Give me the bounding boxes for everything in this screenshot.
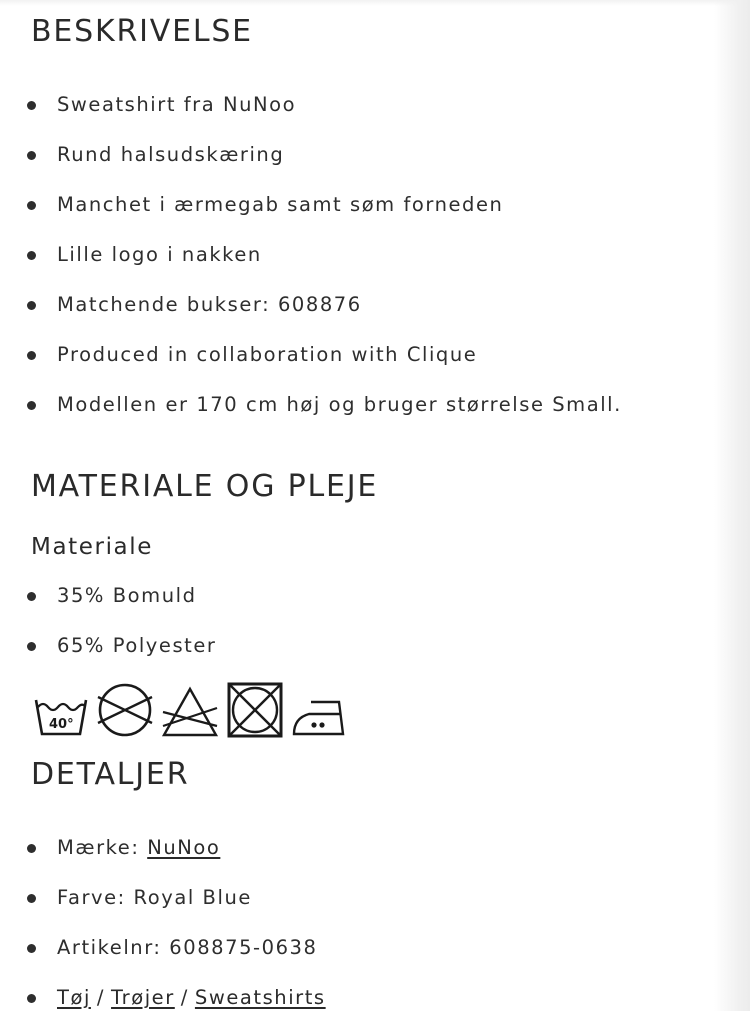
bullet-icon: [27, 592, 36, 601]
description-heading: BESKRIVELSE: [31, 14, 253, 49]
do-not-dry-clean-icon: [227, 682, 283, 738]
details-heading: DETALJER: [31, 757, 190, 792]
brand-link[interactable]: NuNoo: [147, 836, 221, 859]
breadcrumb-separator: /: [180, 986, 189, 1009]
bullet-icon: [27, 642, 36, 651]
list-item: Sweatshirt fra NuNoo: [31, 93, 622, 143]
bullet-icon: [27, 401, 36, 410]
list-item: Manchet i ærmegab samt søm forneden: [31, 193, 622, 243]
list-item: Rund halsudskæring: [31, 143, 622, 193]
bullet-icon: [27, 301, 36, 310]
list-item: Modellen er 170 cm høj og bruger størrelse Small.: [31, 393, 622, 443]
bullet-icon: [27, 844, 36, 853]
bullet-icon: [27, 251, 36, 260]
top-shade: [0, 0, 750, 6]
list-item-article: Artikelnr: 608875-0638: [31, 936, 326, 986]
bullet-icon: [27, 944, 36, 953]
material-subheading: Materiale: [31, 534, 153, 560]
list-item: Matchende bukser: 608876: [31, 293, 622, 343]
list-item: Produced in collaboration with Clique: [31, 343, 622, 393]
details-list: [31, 836, 326, 1036]
bullet-icon: [27, 101, 36, 110]
material-care-heading: MATERIALE OG PLEJE: [31, 469, 379, 504]
scroll-edge: [714, 0, 750, 1011]
iron-medium-icon: [291, 698, 347, 738]
breadcrumb-separator: /: [96, 986, 106, 1009]
do-not-tumble-dry-icon: [97, 682, 153, 738]
bullet-icon: [27, 151, 36, 160]
svg-text:40°: 40°: [49, 717, 74, 732]
breadcrumb-link-sweatshirts[interactable]: Sweatshirts: [194, 986, 326, 1009]
breadcrumb: [31, 986, 326, 1036]
care-icons: [33, 682, 347, 738]
bullet-icon: [27, 894, 36, 903]
list-item: Lille logo i nakken: [31, 243, 622, 293]
list-item: 35% Bomuld: [31, 584, 216, 634]
list-item: 65% Polyester: [31, 634, 216, 684]
do-not-bleach-icon: [161, 686, 219, 738]
bullet-icon: [27, 201, 36, 210]
material-list: [31, 584, 216, 684]
bullet-icon: [27, 351, 36, 360]
bullet-icon: [27, 994, 36, 1003]
wash-40-icon: [33, 692, 89, 738]
list-item-color: Farve: Royal Blue: [31, 886, 326, 936]
breadcrumb-link-troejer[interactable]: Trøjer: [111, 986, 175, 1009]
breadcrumb-link-toej[interactable]: Tøj: [57, 986, 91, 1009]
description-list: [31, 93, 622, 443]
list-item-brand: Mærke: NuNoo: [31, 836, 326, 886]
